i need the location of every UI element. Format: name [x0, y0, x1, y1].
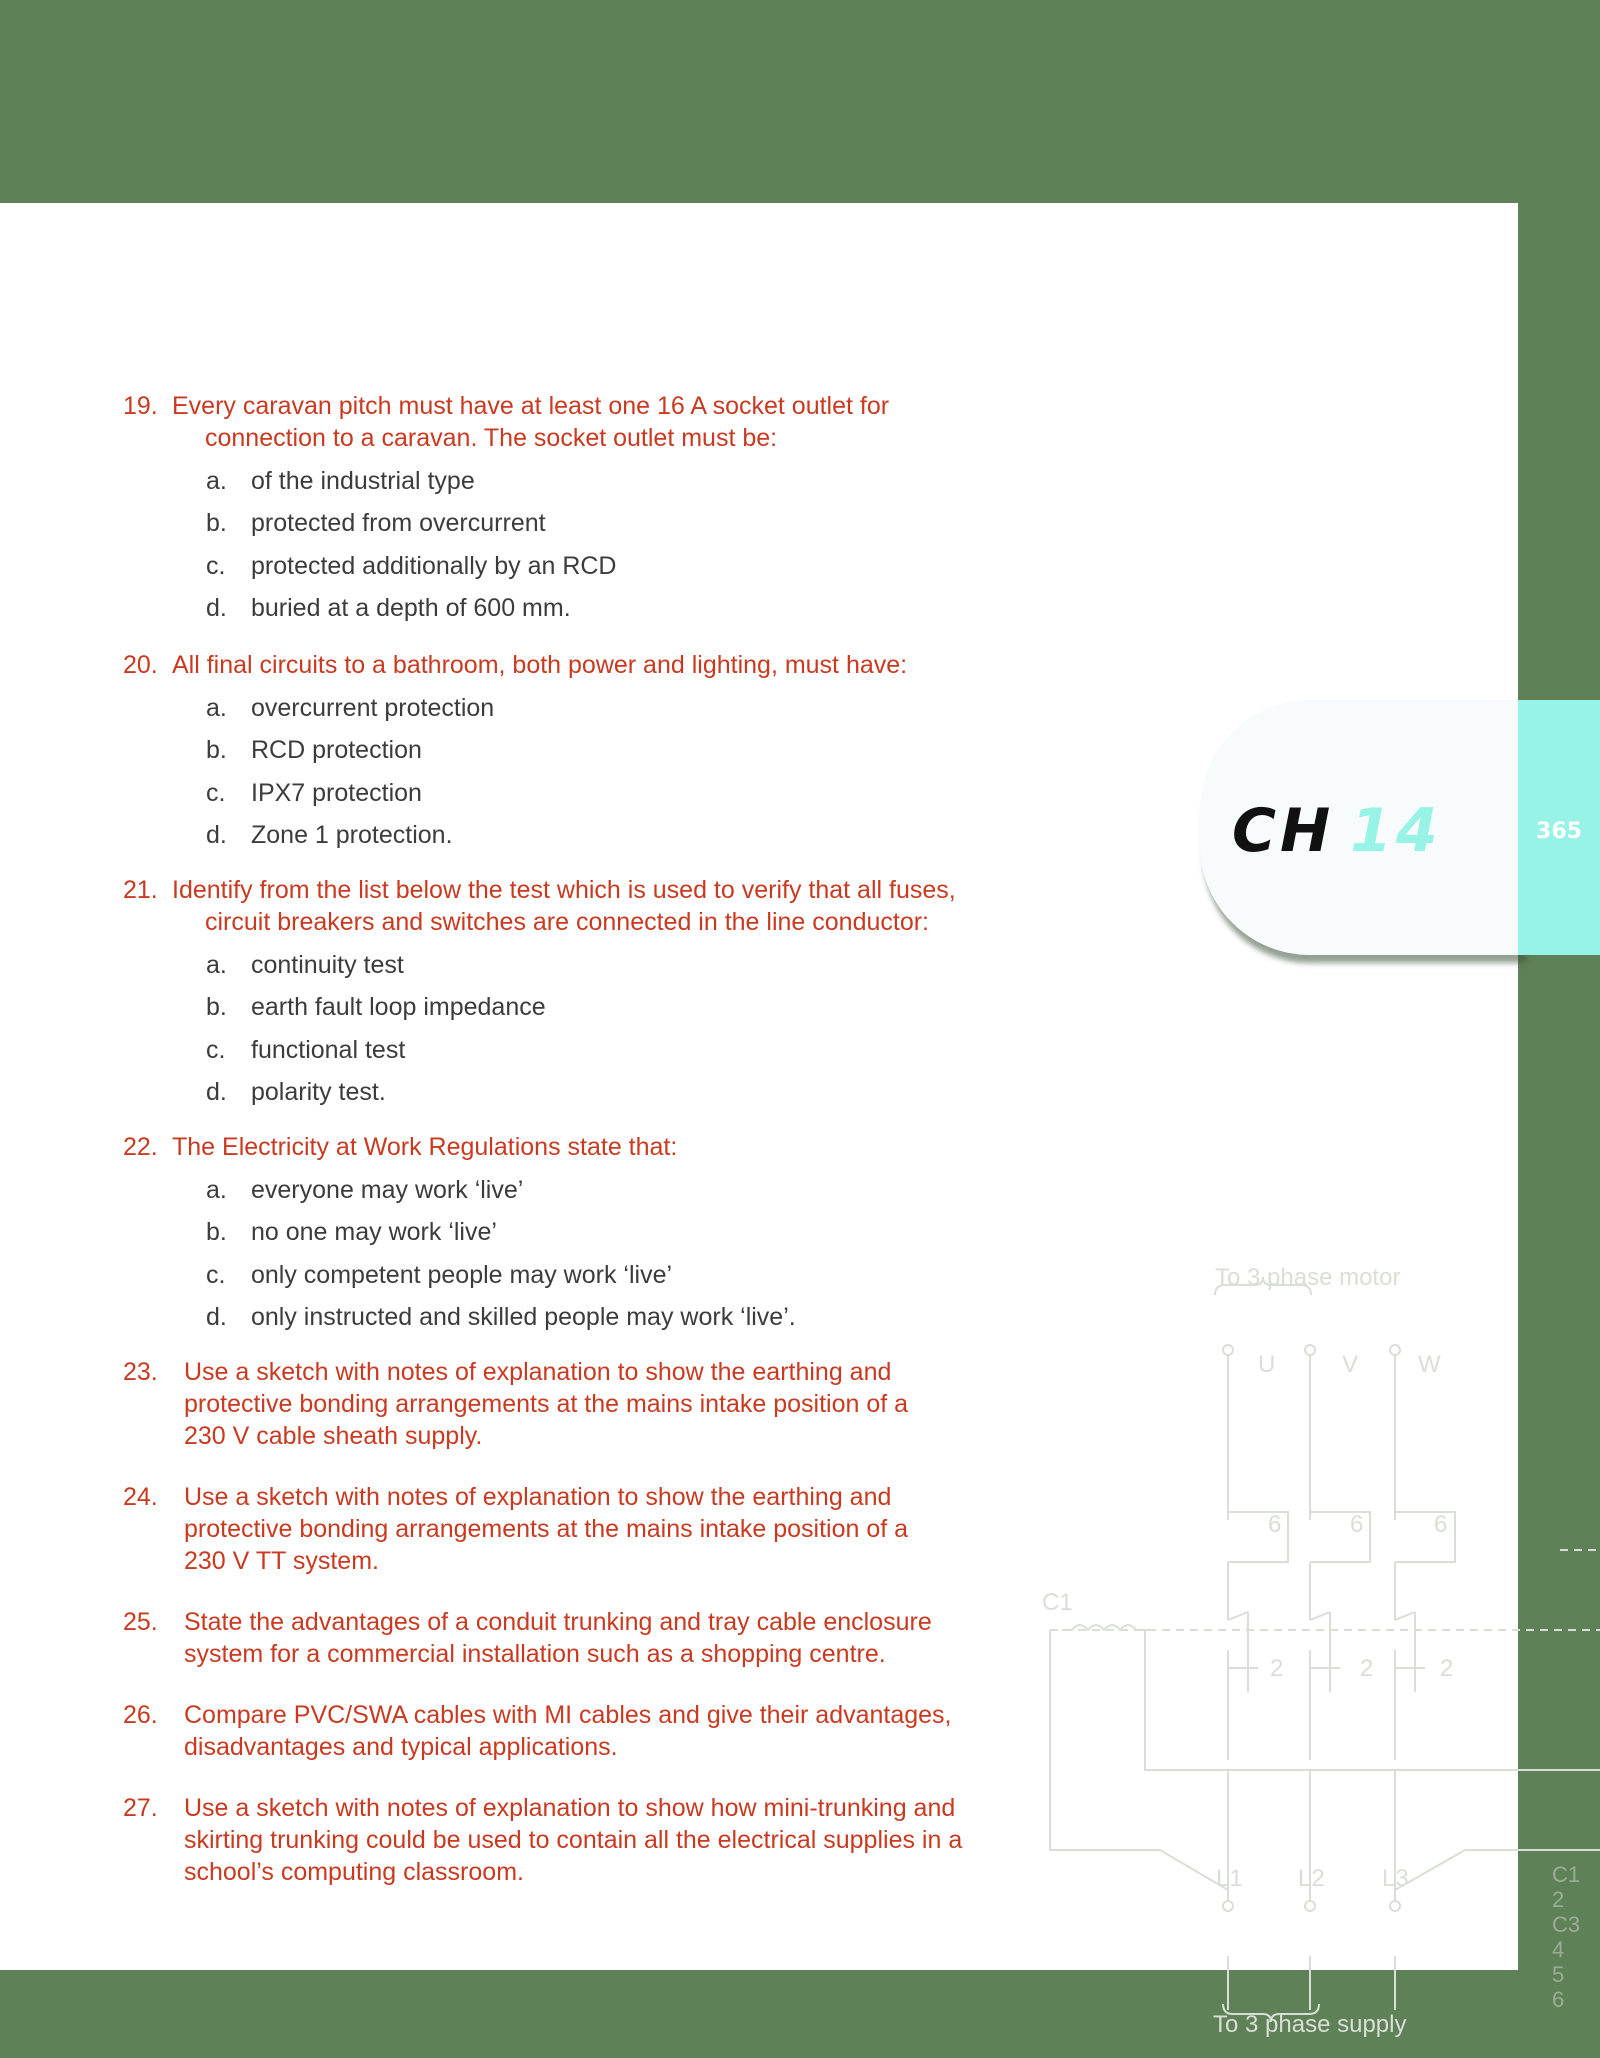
question-text: All final circuits to a bathroom, both power and lighting, must have: [172, 651, 908, 679]
option-text: protected additionally by an RCD [251, 551, 617, 580]
option-text: polarity test. [251, 1078, 386, 1106]
side-code: 2 [1552, 1887, 1565, 1912]
question-list [123, 390, 1023, 1888]
question-item [123, 1699, 1023, 1763]
question-text: Identify from the list below the test which is used to verify that all fuses, [172, 876, 956, 904]
question-line [123, 1131, 1023, 1163]
option-letter: c. [206, 778, 226, 807]
option-list [123, 1174, 1023, 1334]
question-line [123, 1481, 1023, 1577]
answer-option [123, 692, 1023, 724]
option-letter: b. [206, 509, 227, 537]
question-body [184, 1699, 952, 1763]
answer-option [123, 465, 1023, 497]
option-text: only competent people may work ‘live’ [251, 1260, 673, 1289]
question-number: 25. [123, 1608, 158, 1636]
diagram-top-label: To 3 phase motor [1215, 1264, 1401, 1291]
question-number: 26. [123, 1701, 158, 1729]
terminal-u-node [1223, 1345, 1233, 1355]
answer-option [123, 1076, 1023, 1108]
question-body [184, 1481, 908, 1577]
option-letter: d. [206, 1303, 227, 1331]
supply-label-l3: L3 [1382, 1865, 1409, 1892]
option-list [123, 465, 1023, 625]
question-item [123, 390, 1023, 624]
question-item [123, 1606, 1023, 1670]
question-number: 24. [123, 1483, 158, 1511]
option-text: no one may work ‘live’ [251, 1218, 497, 1246]
question-text: Every caravan pitch must have at least one 16 A socket outlet for [172, 392, 890, 420]
option-text: continuity test [251, 950, 404, 979]
question-text-line: Use a sketch with notes of explanation to show the earthing and [184, 1358, 892, 1386]
question-text-line: protective bonding arrangements at the mains intake position of a [184, 1515, 909, 1543]
option-text: Zone 1 protection. [251, 821, 453, 849]
question-number: 20. [123, 651, 158, 679]
question-body [184, 1606, 932, 1670]
option-text: of the industrial type [251, 466, 475, 495]
terminal-v-node [1305, 1345, 1315, 1355]
side-code: 5 [1552, 1962, 1565, 1987]
option-text: RCD protection [251, 736, 422, 764]
question-number: 22. [123, 1133, 158, 1161]
question-text-line: State the advantages of a conduit trunking and tray cable enclosure [184, 1608, 932, 1636]
question-line [123, 1606, 1023, 1670]
chapter-prefix: CH [1232, 796, 1335, 866]
option-text: overcurrent protection [251, 693, 495, 722]
question-line [123, 649, 1023, 681]
question-body [184, 1356, 908, 1452]
terminal-u-label: U [1258, 1351, 1276, 1378]
terminal-w-node [1390, 1345, 1400, 1355]
chapter-label [1232, 798, 1442, 864]
answer-option [123, 1034, 1023, 1066]
question-line [123, 390, 1023, 422]
side-code: 4 [1552, 1937, 1565, 1962]
question-item [123, 1792, 1023, 1888]
question-text-continued: connection to a caravan. The socket outlet must be: [205, 424, 778, 452]
question-text: The Electricity at Work Regulations state that: [172, 1133, 678, 1161]
question-number: 27. [123, 1794, 158, 1822]
answer-option [123, 949, 1023, 981]
question-number: 21. [123, 876, 158, 904]
option-letter: d. [206, 1078, 227, 1106]
overload-label-1: 6 [1268, 1511, 1282, 1538]
question-text-line: 230 V TT system. [184, 1547, 379, 1575]
question-body [184, 1792, 962, 1888]
option-letter: b. [206, 736, 227, 764]
supply-l2-node [1305, 1901, 1315, 1911]
question-text-line: Use a sketch with notes of explanation to show how mini-trunking and [184, 1794, 956, 1822]
side-code: C1 [1552, 1862, 1581, 1887]
answer-option [123, 819, 1023, 851]
overload-label-3: 6 [1434, 1511, 1448, 1538]
question-text-line: system for a commercial installation such as a shopping centre. [184, 1640, 886, 1668]
chapter-number: 14 [1350, 796, 1442, 866]
option-text: everyone may work ‘live’ [251, 1175, 524, 1204]
question-text-line: protective bonding arrangements at the mains intake position of a [184, 1390, 909, 1418]
question-text-line: Compare PVC/SWA cables with MI cables and give their advantages, [184, 1701, 952, 1729]
option-text: IPX7 protection [251, 778, 422, 807]
question-line [123, 1356, 1023, 1452]
option-list [123, 949, 1023, 1109]
question-item [123, 1131, 1023, 1333]
question-item [123, 1356, 1023, 1452]
answer-option [123, 1174, 1023, 1206]
option-letter: b. [206, 1218, 227, 1246]
answer-option [123, 592, 1023, 624]
supply-label-l2: L2 [1298, 1865, 1325, 1892]
option-letter: a. [206, 693, 227, 722]
question-container [123, 390, 1023, 1888]
page-number: 365 [1536, 819, 1582, 844]
question-item [123, 874, 1023, 1108]
contact-label-1: 2 [1270, 1655, 1284, 1682]
option-letter: d. [206, 594, 227, 622]
option-letter: a. [206, 950, 227, 979]
question-text-continued: circuit breakers and switches are connected in the line conductor: [205, 908, 929, 936]
option-letter: a. [206, 466, 227, 495]
motor-starter-diagram [1030, 1250, 1600, 2058]
side-code-list [1552, 1862, 1580, 2012]
contact-label-2: 2 [1360, 1655, 1374, 1682]
question-text-line: disadvantages and typical applications. [184, 1733, 618, 1761]
option-text: earth fault loop impedance [251, 993, 546, 1021]
question-text-line: 230 V cable sheath supply. [184, 1422, 483, 1450]
answer-option [123, 991, 1023, 1023]
diagram-bottom-label: To 3 phase supply [1213, 2011, 1407, 2038]
terminal-w-label: W [1418, 1351, 1441, 1378]
answer-option [123, 777, 1023, 809]
side-code: 6 [1552, 1987, 1565, 2012]
supply-l3-node [1390, 1901, 1400, 1911]
question-line [123, 1699, 1023, 1763]
option-letter: c. [206, 551, 226, 580]
question-line [123, 1792, 1023, 1888]
answer-option [123, 507, 1023, 539]
option-text: buried at a depth of 600 mm. [251, 594, 571, 622]
supply-l1-node [1223, 1901, 1233, 1911]
question-text-line: Use a sketch with notes of explanation to show the earthing and [184, 1483, 892, 1511]
question-text-line: skirting trunking could be used to contain all the electrical supplies in a [184, 1826, 963, 1854]
question-line [123, 874, 1023, 906]
question-number: 23. [123, 1358, 158, 1386]
option-letter: c. [206, 1035, 226, 1064]
side-code: C3 [1552, 1912, 1581, 1937]
option-letter: b. [206, 993, 227, 1021]
terminal-v-label: V [1342, 1351, 1359, 1378]
answer-option [123, 1259, 1023, 1291]
supply-label-l1: L1 [1216, 1865, 1243, 1892]
option-letter: d. [206, 821, 227, 849]
overload-label-2: 6 [1350, 1511, 1364, 1538]
question-item [123, 1481, 1023, 1577]
answer-option [123, 550, 1023, 582]
option-list [123, 692, 1023, 852]
contact-label-3: 2 [1440, 1655, 1454, 1682]
answer-option [123, 1301, 1023, 1333]
answer-option [123, 1216, 1023, 1248]
answer-option [123, 734, 1023, 766]
question-text-line: school’s computing classroom. [184, 1858, 524, 1886]
option-text: functional test [251, 1035, 406, 1064]
option-letter: a. [206, 1175, 227, 1204]
coil-label: C1 [1042, 1589, 1073, 1616]
option-text: only instructed and skilled people may work ‘live’. [251, 1303, 796, 1331]
question-number: 19. [123, 392, 158, 420]
option-letter: c. [206, 1260, 226, 1289]
question-item [123, 649, 1023, 851]
option-text: protected from overcurrent [251, 509, 546, 537]
